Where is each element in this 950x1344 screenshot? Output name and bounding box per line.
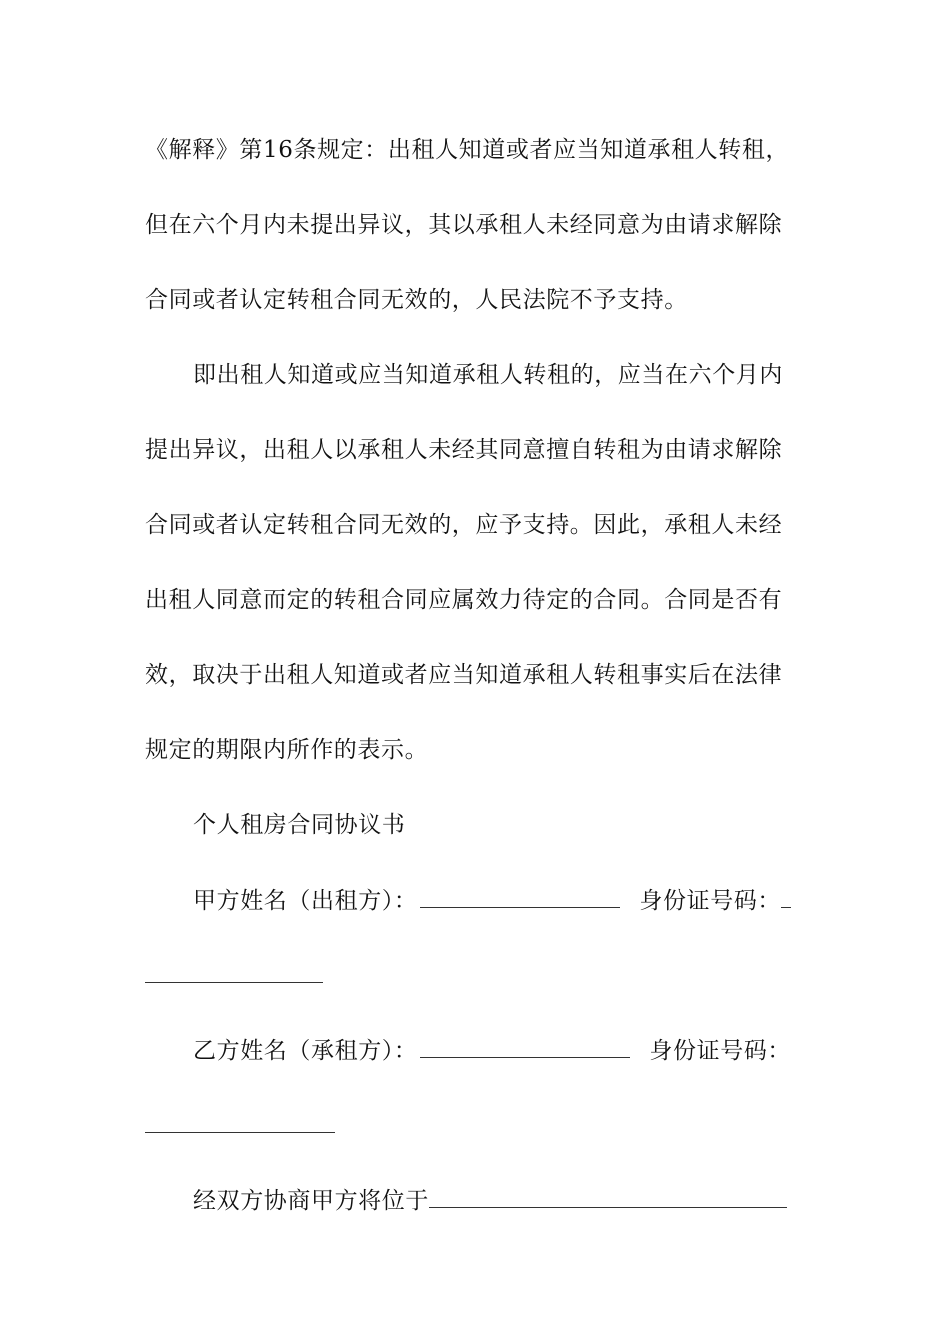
agreement-start-text: 经双方协商甲方将位于 (193, 1188, 429, 1214)
party-a-id-label: 身份证号码： (639, 888, 782, 914)
paragraph-2-line-4: 出租人同意而定的转租合同应属效力待定的合同。合同是否有 (145, 587, 783, 613)
party-b-row (193, 1035, 791, 1066)
party-a-row (193, 885, 791, 916)
party-b-id-blank[interactable] (145, 1132, 335, 1133)
party-b-name-label: 乙方姓名（承租方）： (193, 1038, 418, 1064)
party-b-id-label: 身份证号码： (649, 1038, 792, 1064)
paragraph-2-line-6: 规定的期限内所作的表示。 (145, 737, 429, 763)
party-a-name-blank[interactable] (420, 885, 620, 908)
paragraph-1-line-3: 合同或者认定转租合同无效的，人民法院不予支持。 (145, 287, 688, 313)
paragraph-2-line-3: 合同或者认定转租合同无效的，应予支持。因此，承租人未经 (145, 512, 783, 538)
paragraph-2-line-5: 效，取决于出租人知道或者应当知道承租人转租事实后在法律 (145, 662, 783, 688)
property-location-blank[interactable] (429, 1185, 787, 1208)
agreement-row (193, 1185, 787, 1216)
party-a-name-label: 甲方姓名（出租方）： (193, 888, 418, 914)
paragraph-1-line-2: 但在六个月内未提出异议，其以承租人未经同意为由请求解除 (145, 212, 783, 238)
party-a-id-blank-continued[interactable] (145, 982, 323, 983)
paragraph-2-line-1: 即出租人知道或应当知道承租人转租的，应当在六个月内 (193, 362, 783, 388)
paragraph-2-line-2: 提出异议，出租人以承租人未经其同意擅自转租为由请求解除 (145, 437, 783, 463)
contract-title: 个人租房合同协议书 (193, 812, 406, 838)
party-b-name-blank[interactable] (420, 1035, 630, 1058)
paragraph-1-line-1: 《解释》第16条规定：出租人知道或者应当知道承租人转租， (145, 137, 790, 163)
party-a-id-blank-start[interactable] (781, 885, 791, 908)
